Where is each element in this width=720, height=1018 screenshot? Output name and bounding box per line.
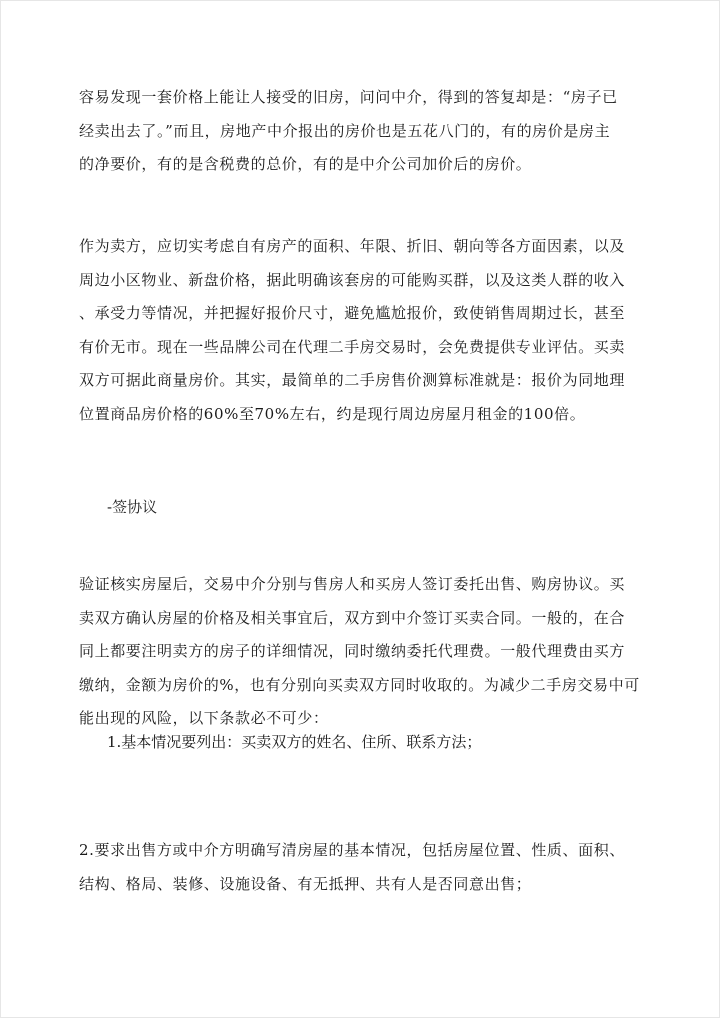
paragraph-seller-pricing <box>79 230 639 432</box>
text-line: 容易发现一套价格上能让人接受的旧房，问问中介，得到的答复却是：“房子已 <box>79 88 618 106</box>
list-item-house-details <box>79 834 639 901</box>
text-line: 周边小区物业、新盘价格，据此明确该套房的可能购买群，以及这类人群的收入 <box>79 270 626 289</box>
text-line: 2.要求出售方或中介方明确写清房屋的基本情况，包括房屋位置、性质、面积、 <box>79 841 625 859</box>
text-line: 作为卖方，应切实考虑自有房产的面积、年限、折旧、朝向等各方面因素，以及 <box>79 237 626 255</box>
paragraph-agreement-process <box>79 568 639 736</box>
text-line: 有价无市。现在一些品牌公司在代理二手房交易时，会免费提供专业评估。买卖 <box>79 337 626 356</box>
text-line: 能出现的风险，以下条款必不可少： <box>79 709 329 728</box>
text-line: 验证核实房屋后，交易中介分别与售房人和买房人签订委托出售、购房协议。买 <box>79 575 626 593</box>
text-line: 缴纳，金额为房价的%，也有分别向买卖双方同时收取的。为减少二手房交易中可 <box>79 675 640 694</box>
text-line: 位置商品房价格的60%至70%左右，约是现行周边房屋月租金的100倍。 <box>79 404 586 423</box>
text-line: 同上都要注明卖方的房子的详细情况，同时缴纳委托代理费。一般代理费由买方 <box>79 642 626 661</box>
section-heading-sign-agreement: -签协议 <box>107 498 158 516</box>
text-line: 、承受力等情况，并把握好报价尺寸，避免尴尬报价，致使销售周期过长，甚至 <box>79 304 626 323</box>
text-line: 的净要价，有的是含税费的总价，有的是中介公司加价后的房价。 <box>79 155 532 174</box>
text-line: 卖双方确认房屋的价格及相关事宜后，双方到中介签订买卖合同。一般的，在合 <box>79 608 626 627</box>
paragraph-finding-house <box>79 81 639 182</box>
text-line: 结构、格局、装修、设施设备、有无抵押、共有人是否同意出售； <box>79 874 532 893</box>
text-line: 经卖出去了。”而且，房地产中介报出的房价也是五花八门的，有的房价是房主 <box>79 121 611 140</box>
list-item-basic-info: 1.基本情况要列出：买卖双方的姓名、住所、联系方法； <box>107 733 482 751</box>
text-line: 双方可据此商量房价。其实，最简单的二手房售价测算标准就是：报价为同地理 <box>79 371 626 390</box>
